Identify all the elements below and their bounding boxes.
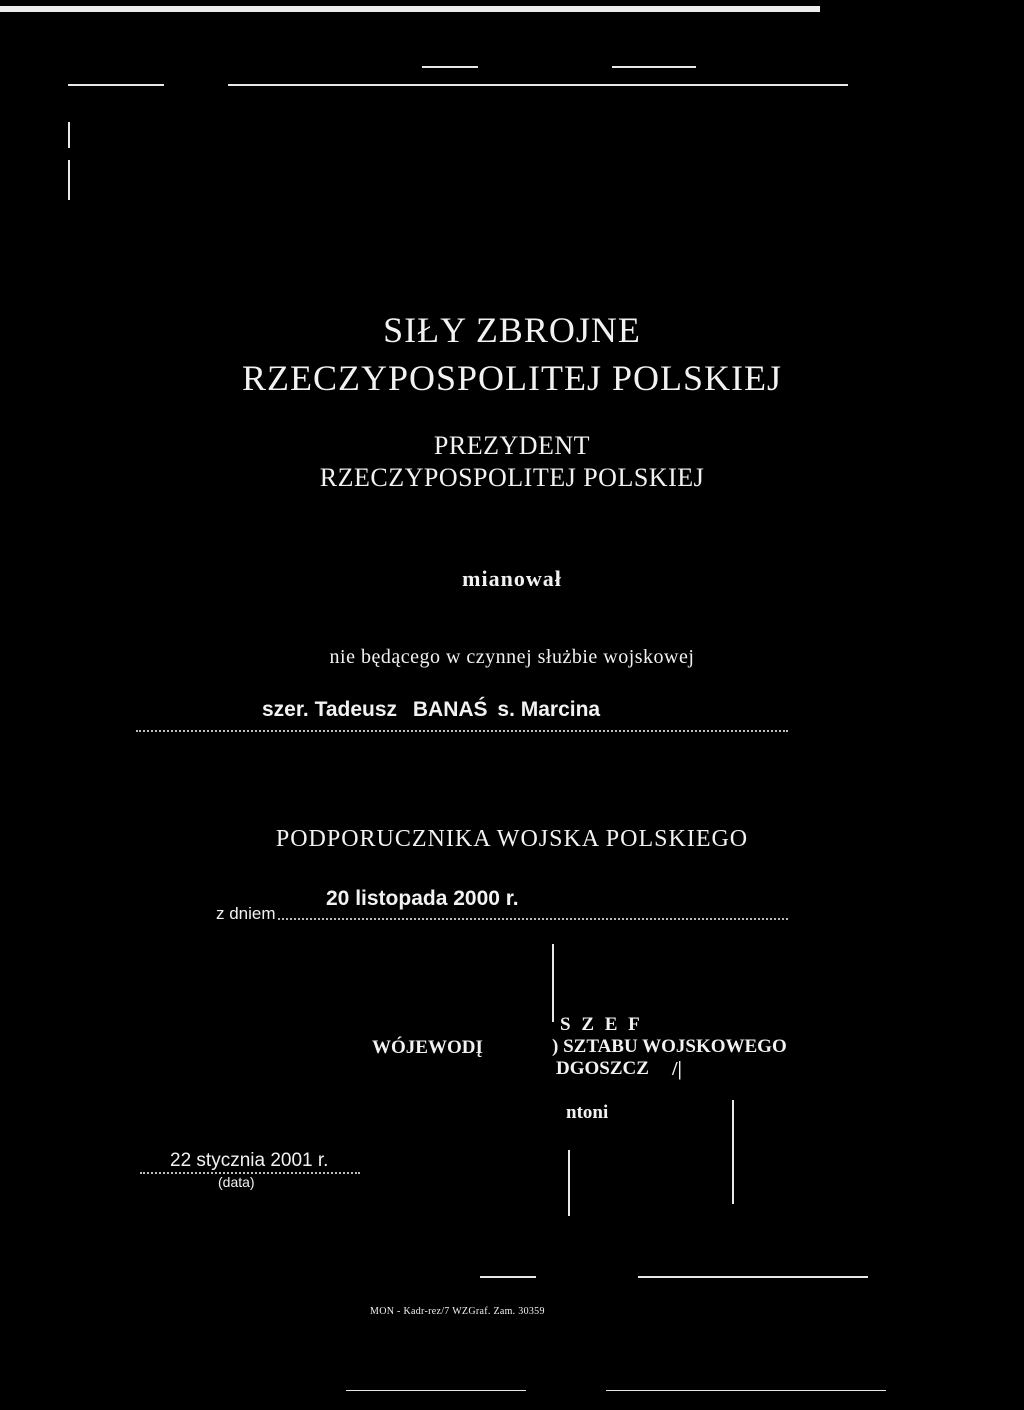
- status-note: nie będącego w czynnej służbie wojskowej: [329, 646, 695, 668]
- signatory-line-2: ) SZTABU WOJSKOWEGO: [552, 1036, 787, 1057]
- top-rule-short-2: [612, 66, 696, 68]
- effective-dotted-line: [278, 918, 788, 920]
- signature-vline-2: [568, 1150, 570, 1216]
- issue-date-caption: (data): [218, 1174, 255, 1190]
- appointed-rank: PODPORUCZNIKA WOJSKA POLSKIEGO: [275, 826, 749, 852]
- signatory-line-3: DGOSZCZ: [556, 1058, 649, 1079]
- person-father: s. Marcina: [497, 698, 601, 721]
- person-line: [262, 698, 600, 722]
- footer-rule-right: [606, 1390, 886, 1391]
- signatory-title: S Z E F: [560, 1014, 643, 1035]
- top-rule-short-1: [422, 66, 478, 68]
- footer-rule-left: [346, 1390, 526, 1391]
- bottom-rule-right: [638, 1276, 868, 1278]
- header-line-1: SIŁY ZBROJNE: [383, 310, 641, 350]
- top-edge-line: [0, 6, 820, 12]
- signatory-left-fragment: WÓJEWODĮ: [372, 1037, 483, 1058]
- signature-vline-3: [732, 1100, 734, 1204]
- signature-vline-1: [552, 944, 554, 1022]
- person-rank: szer.: [262, 698, 309, 721]
- left-margin-mark-1: [68, 122, 70, 148]
- header-line-2: RZECZYPOSPOLITEJ POLSKIEJ: [241, 358, 783, 398]
- effective-date: 20 listopada 2000 r.: [326, 887, 519, 910]
- person-surname: BANAŚ: [412, 698, 488, 721]
- signatory-name-fragment: ntoni: [566, 1102, 609, 1123]
- top-rule-right: [228, 84, 848, 86]
- left-margin-mark-2: [68, 160, 70, 200]
- action-text: mianował: [462, 566, 562, 591]
- effective-prefix: z dniem: [216, 904, 276, 923]
- issuer-line-1: PREZYDENT: [433, 431, 591, 460]
- person-dotted-line: [136, 730, 788, 732]
- person-first-name: Tadeusz: [314, 698, 398, 721]
- printer-mark: MON - Kadr-rez/7 WZGraf. Zam. 30359: [370, 1306, 545, 1317]
- issuer-line-2: RZECZYPOSPOLITEJ POLSKIEJ: [319, 463, 705, 492]
- bottom-rule-left: [480, 1276, 536, 1278]
- issue-date: 22 stycznia 2001 r.: [170, 1150, 329, 1171]
- signature-slash-icon: /|: [672, 1058, 682, 1080]
- top-rule-left: [68, 84, 164, 86]
